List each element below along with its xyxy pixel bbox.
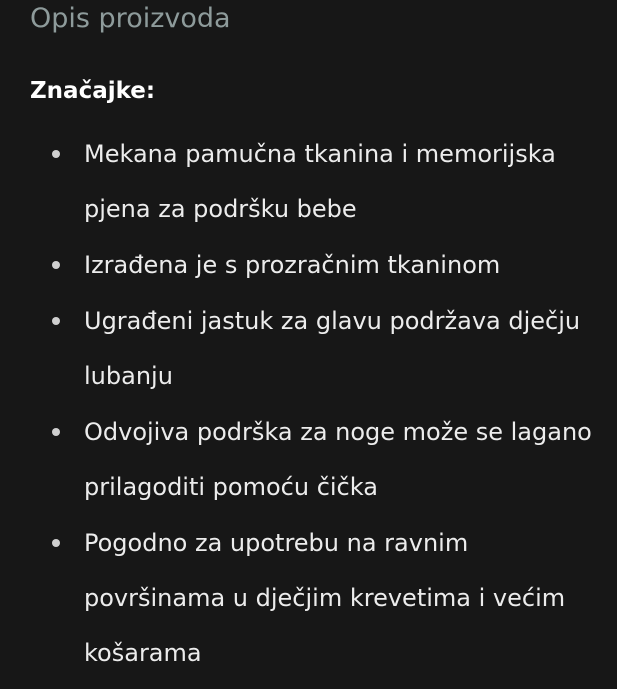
feature-text: Pogodno za upotrebu na ravnim površinama u dječjim krevetima i većim košarama bbox=[84, 529, 566, 667]
bullet-icon bbox=[52, 150, 60, 158]
feature-item bbox=[0, 405, 617, 515]
feature-text: Odvojiva podrška za noge može se lagano prilagoditi pomoću čička bbox=[84, 418, 592, 501]
bullet-icon bbox=[52, 428, 60, 436]
features-list bbox=[0, 127, 617, 682]
features-heading: Značajke: bbox=[30, 78, 156, 104]
feature-item bbox=[0, 516, 617, 681]
bullet-icon bbox=[52, 317, 60, 325]
bullet-icon bbox=[52, 261, 60, 269]
bullet-icon bbox=[52, 539, 60, 547]
section-title: Opis proizvoda bbox=[30, 3, 231, 34]
feature-text: Izrađena je s prozračnim tkaninom bbox=[84, 251, 501, 279]
feature-text: Mekana pamučna tkanina i memorijska pjena za podršku bebe bbox=[84, 140, 556, 223]
feature-item bbox=[0, 238, 617, 293]
feature-item bbox=[0, 127, 617, 237]
feature-text: Ugrađeni jastuk za glavu podržava dječju lubanju bbox=[84, 307, 581, 390]
feature-item bbox=[0, 294, 617, 404]
